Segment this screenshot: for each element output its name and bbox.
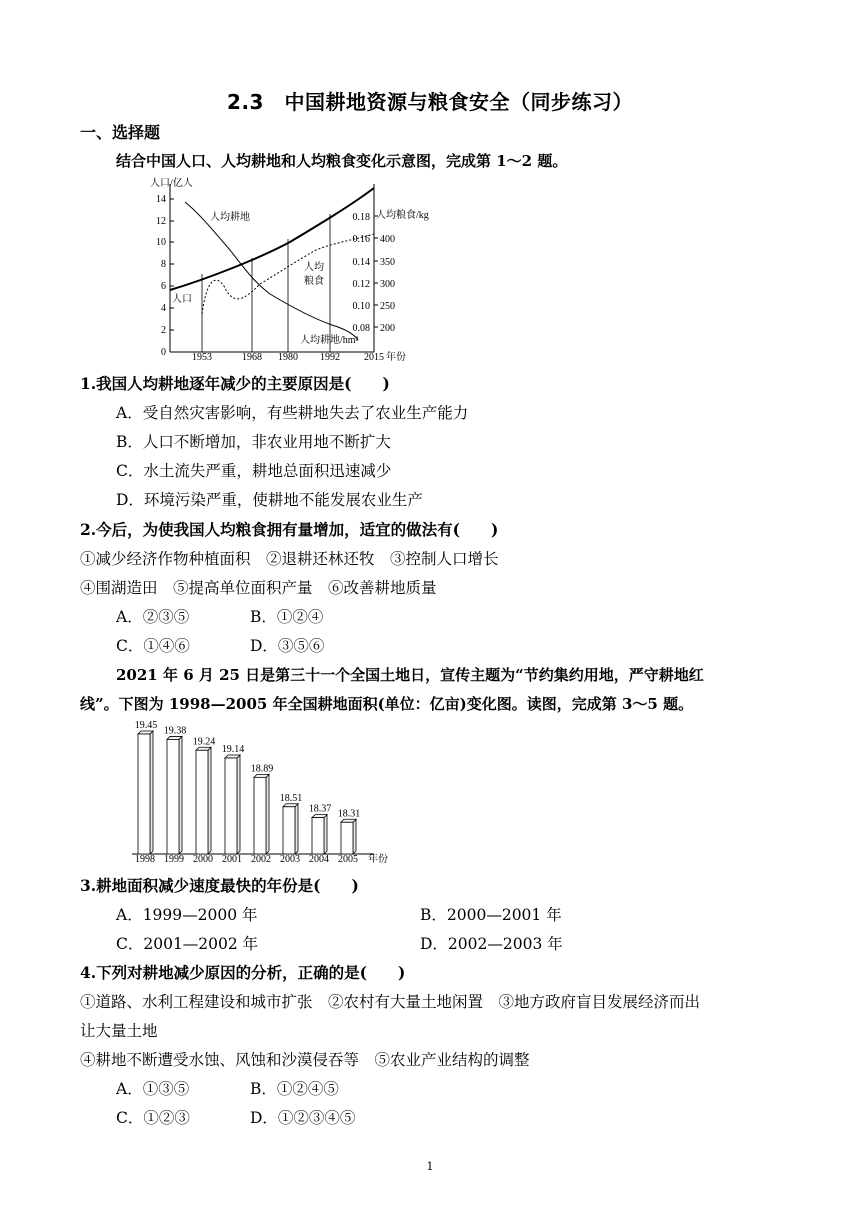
q1-option-b: B．人口不断增加，非农业用地不断扩大	[116, 433, 391, 451]
area-tick-018: 0.18	[352, 212, 370, 223]
bar-2000	[196, 750, 208, 854]
label-grain-2: 粮食	[304, 276, 324, 287]
q4-stem: 4.下列对耕地减少原因的分析，正确的是( )	[80, 963, 406, 982]
population-line	[170, 188, 374, 290]
intro-text-2-line2: 线”。下图为 1998—2005 年全国耕地面积(单位：亿亩)变化图。读图，完成第 3～5 题。	[80, 695, 694, 713]
q2-choices-line1: ①减少经济作物种植面积 ②退耕还林还牧 ③控制人口增长	[80, 550, 499, 568]
bar-top	[138, 731, 153, 734]
bar-2001	[225, 758, 237, 854]
bar-side	[295, 804, 298, 854]
bar-category-label: 2004	[309, 854, 329, 865]
grain-tick-350: 350	[380, 257, 395, 268]
x-tick-1968: 1968	[242, 352, 262, 363]
area-tick-010: 0.10	[352, 301, 370, 312]
label-grain-1: 人均	[304, 262, 324, 273]
grain-tick-200: 200	[380, 323, 395, 334]
bar-category-label: 1999	[164, 854, 184, 865]
left-tick-4: 4	[161, 303, 166, 314]
x-tick-1953: 1953	[192, 352, 212, 363]
q4-option-c: C．①②③	[116, 1109, 190, 1127]
ylabel-left: 人口/亿人	[150, 178, 193, 189]
bar-value-label: 18.37	[308, 803, 332, 815]
bar-side	[353, 819, 356, 854]
grain-tick-400: 400	[380, 234, 395, 245]
bar-1999	[167, 739, 179, 854]
intro-text-2-line1: 2021 年 6 月 25 日是第三十一个全国土地日，宣传主题为“节约集约用地，严守耕地红	[116, 666, 704, 684]
label-bottom-right: 人均耕地/hm²	[300, 335, 359, 346]
bar-top	[225, 755, 240, 758]
bar-side	[237, 755, 240, 854]
bar-category-label: 2001	[222, 854, 242, 865]
grain-tick-300: 300	[380, 279, 395, 290]
bar-side	[208, 747, 211, 854]
bar-value-label: 18.89	[250, 763, 274, 775]
q4-option-a: A．①③⑤	[116, 1080, 190, 1098]
q3-stem: 3.耕地面积减少速度最快的年份是( )	[80, 876, 359, 895]
left-tick-14: 14	[156, 194, 166, 205]
q3-option-b: B．2000—2001 年	[420, 906, 562, 924]
intro-text-1: 结合中国人口、人均耕地和人均粮食变化示意图，完成第 1～2 题。	[116, 152, 568, 170]
q3-option-d: D．2002—2003 年	[420, 935, 563, 953]
x-tick-1992: 1992	[320, 352, 340, 363]
bar-value-label: 19.45	[134, 720, 158, 731]
x-tick-2015: 2015	[364, 352, 384, 363]
label-population: 人口	[172, 294, 192, 305]
area-tick-014: 0.14	[352, 257, 370, 268]
bar-top	[167, 736, 182, 739]
bar-value-label: 18.51	[279, 792, 303, 804]
area-tick-016: 0.16	[352, 234, 370, 245]
area-tick-012: 0.12	[352, 279, 370, 290]
page-number: 1	[426, 1160, 434, 1173]
q4-choices-line3: ④耕地不断遭受水蚀、风蚀和沙漠侵吞等 ⑤农业产业结构的调整	[80, 1051, 530, 1069]
bar-side	[179, 736, 182, 854]
left-tick-8: 8	[161, 259, 166, 270]
bar-1998	[138, 734, 150, 854]
q4-option-b: B．①②④⑤	[250, 1080, 339, 1098]
q1-stem: 1.我国人均耕地逐年减少的主要原因是( )	[80, 374, 390, 393]
bar-2002	[254, 777, 266, 854]
label-farmland: 人均耕地	[210, 212, 250, 223]
q2-option-a: A．②③⑤	[116, 608, 190, 626]
x-tick-1980: 1980	[278, 352, 298, 363]
bar-side	[324, 815, 327, 854]
bar-2004	[312, 818, 324, 854]
q2-option-d: D．③⑤⑥	[250, 637, 325, 655]
x-unit: 年份	[386, 352, 406, 363]
bar-value-label: 19.38	[163, 725, 187, 737]
left-tick-0: 0	[161, 347, 166, 358]
bar-value-label: 19.14	[221, 744, 245, 755]
bar-top	[283, 804, 298, 807]
ylabel-right: 人均粮食/kg	[376, 210, 429, 221]
bar-category-label: 2005	[338, 854, 358, 865]
bar-top	[196, 747, 211, 750]
bar-category-label: 2003	[280, 854, 300, 865]
left-tick-2: 2	[161, 325, 166, 336]
q4-choices-line2: 让大量土地	[80, 1022, 158, 1040]
left-tick-10: 10	[156, 237, 166, 248]
q1-option-d: D．环境污染严重，使耕地不能发展农业生产	[116, 491, 423, 509]
farmland-area-bar-chart	[128, 712, 404, 868]
bar-value-label: 19.24	[192, 736, 216, 748]
q3-option-a: A．1999—2000 年	[116, 906, 258, 924]
bar-2003	[283, 807, 295, 854]
area-tick-008: 0.08	[352, 323, 370, 334]
q2-option-b: B．①②④	[250, 608, 324, 626]
bar-category-label: 2000	[193, 854, 213, 865]
q1-option-c: C．水土流失严重，耕地总面积迅速减少	[116, 462, 392, 480]
bar-chart-x-unit: 年份	[368, 854, 388, 865]
bar-side	[150, 731, 153, 854]
q2-stem: 2.今后，为使我国人均粮食拥有量增加，适宜的做法有( )	[80, 520, 499, 539]
bar-2005	[341, 822, 353, 854]
q4-option-d: D．①②③④⑤	[250, 1109, 356, 1127]
bar-category-label: 1998	[135, 854, 155, 865]
q4-choices-line1: ①道路、水利工程建设和城市扩张 ②农村有大量土地闲置 ③地方政府盲目发展经济而出	[80, 993, 701, 1011]
bar-top	[341, 819, 356, 822]
q1-option-a: A．受自然灾害影响，有些耕地失去了农业生产能力	[116, 404, 469, 422]
bar-value-label: 18.31	[337, 808, 361, 820]
bar-side	[266, 774, 269, 854]
q3-option-c: C．2001—2002 年	[116, 935, 259, 953]
q2-option-c: C．①④⑥	[116, 637, 190, 655]
bar-top	[312, 815, 327, 818]
left-tick-12: 12	[156, 216, 166, 227]
grain-tick-250: 250	[380, 301, 395, 312]
left-tick-6: 6	[161, 281, 166, 292]
page-title: 2.3 中国耕地资源与粮食安全（同步练习）	[227, 90, 633, 114]
population-land-grain-chart	[140, 172, 440, 364]
bar-top	[254, 774, 269, 777]
bar-category-label: 2002	[251, 854, 271, 865]
q2-choices-line2: ④围湖造田 ⑤提高单位面积产量 ⑥改善耕地质量	[80, 579, 437, 597]
section-heading: 一、选择题	[80, 123, 161, 142]
